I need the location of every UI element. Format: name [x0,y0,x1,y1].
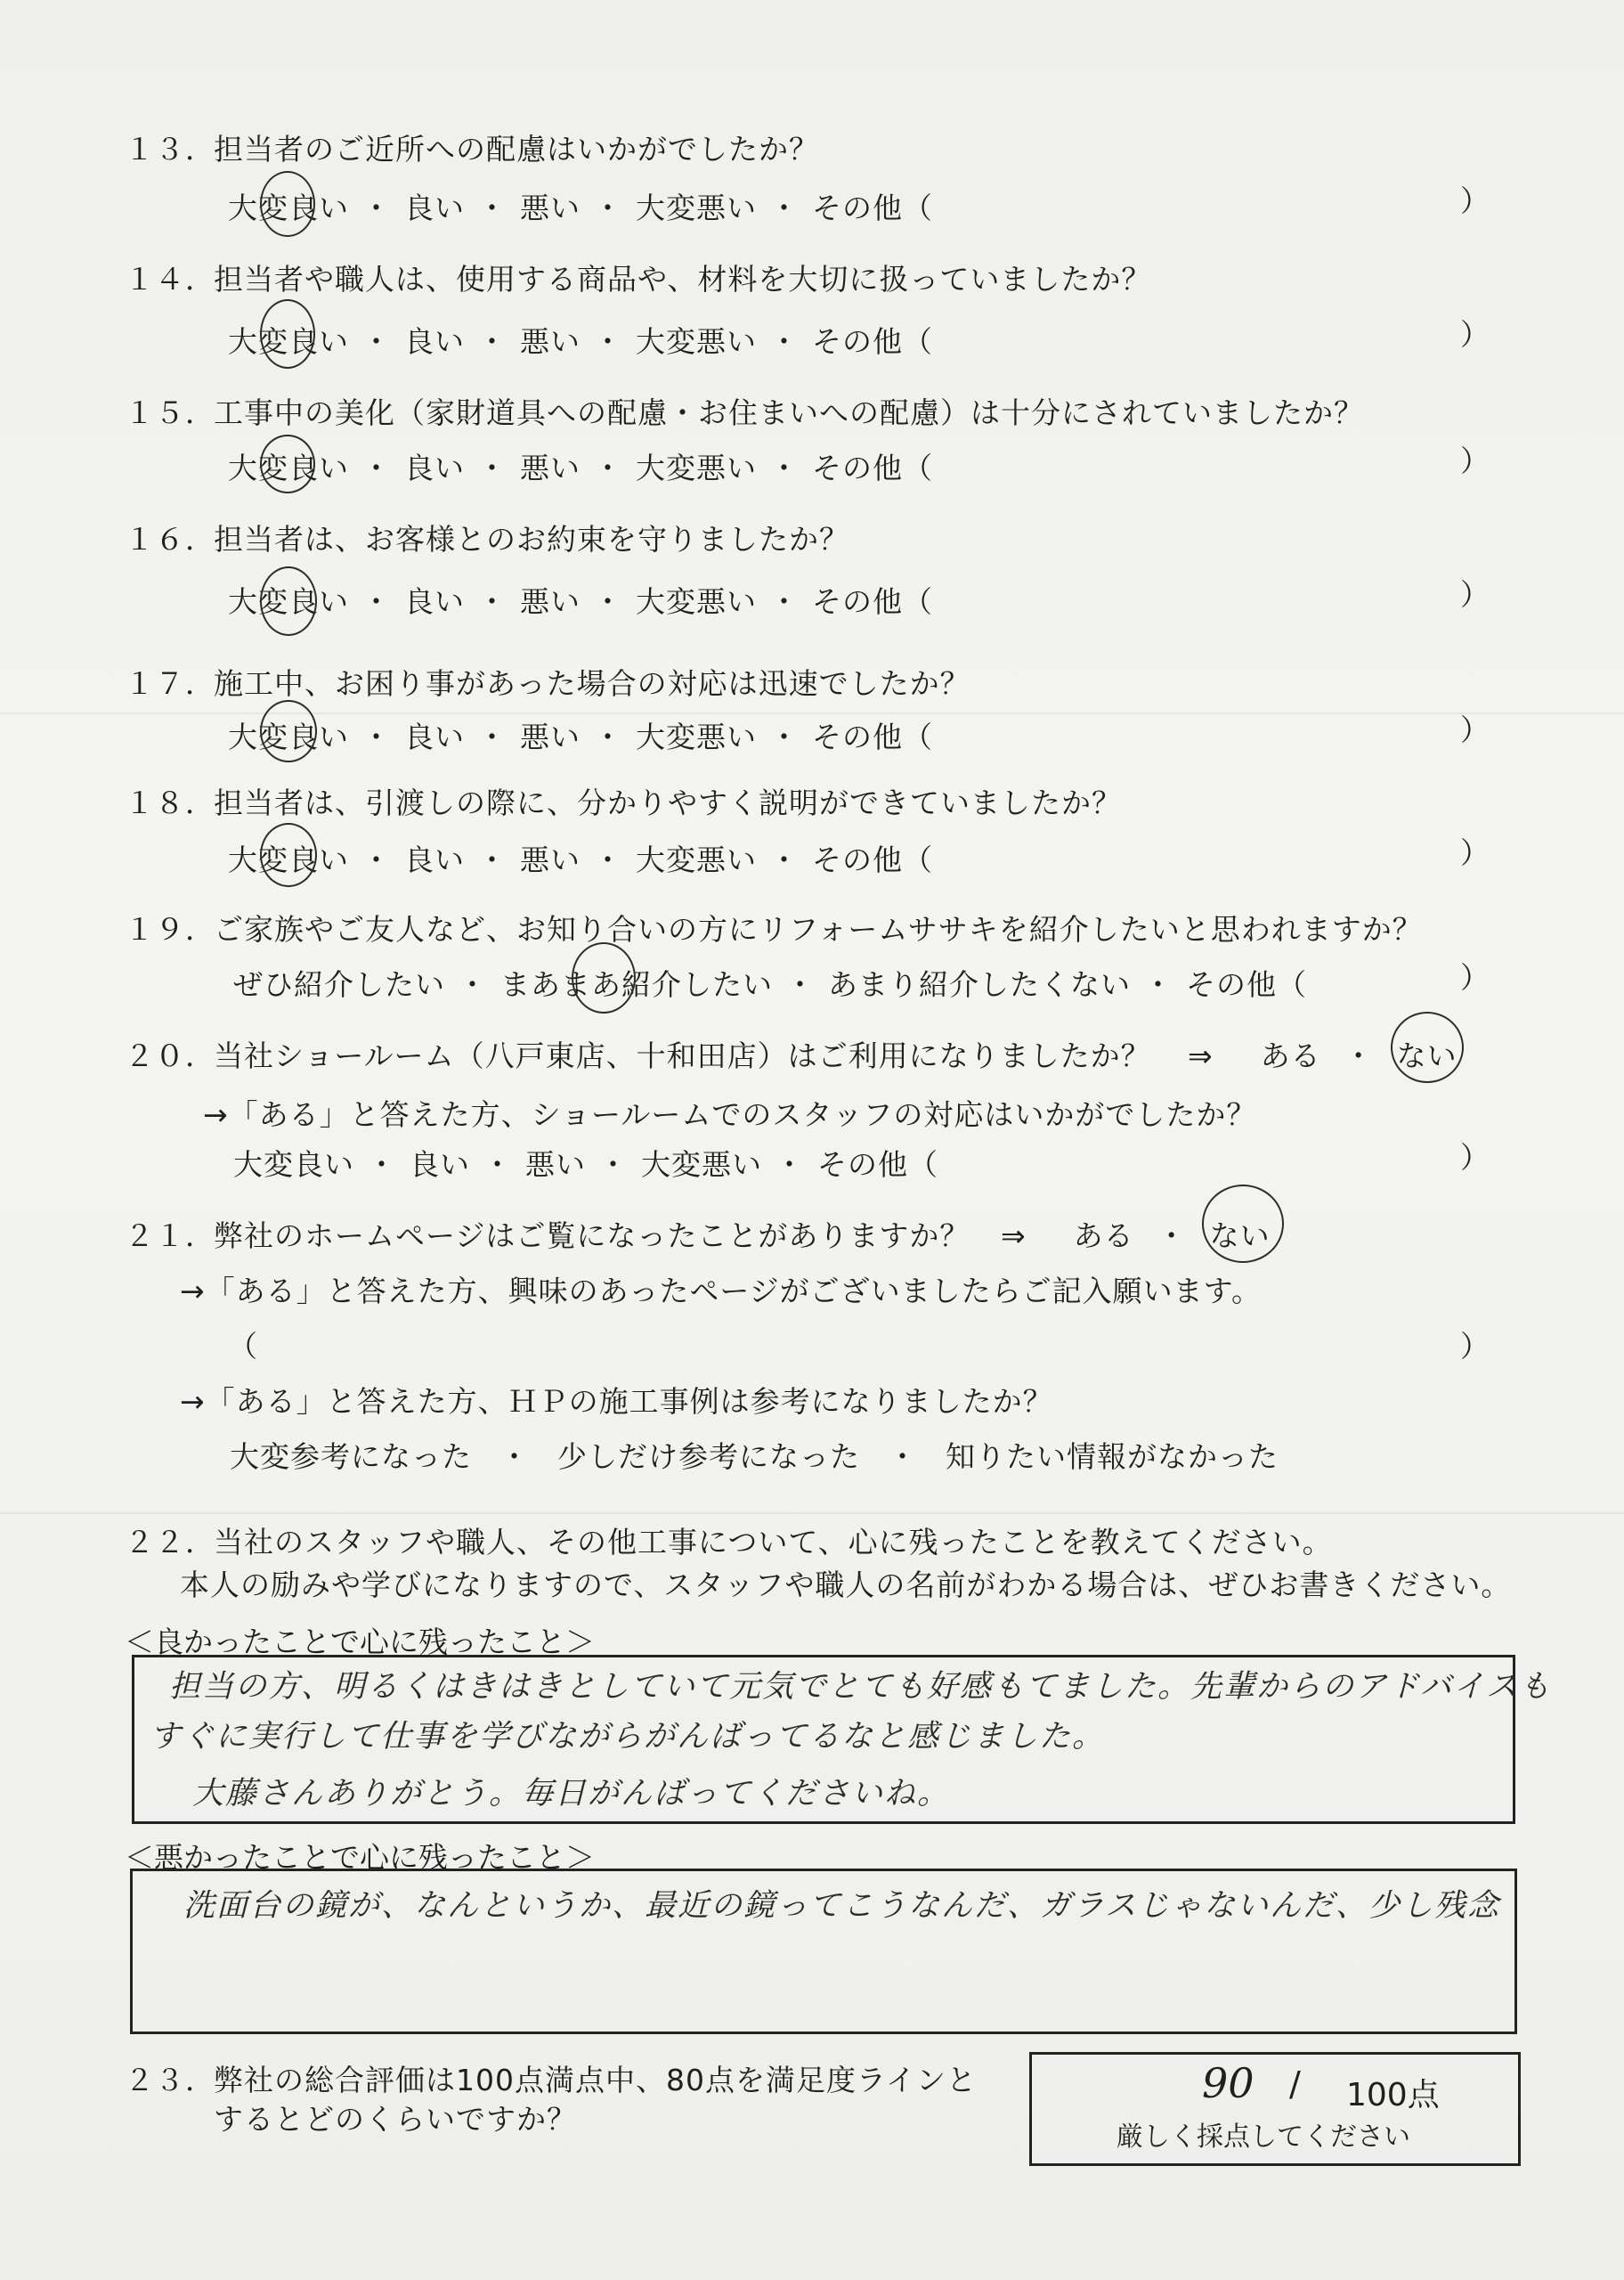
option-yes[interactable]: ある [1260,1038,1321,1073]
homepage-yes-no: ⇒ ある ・ ない [1001,1218,1271,1253]
close-paren: ） [1460,960,1490,995]
option-bad[interactable]: 悪い [525,1147,586,1182]
option-very-bad[interactable]: 大変悪い [636,451,757,485]
question-number: １４． [125,262,215,297]
question-number: １６． [125,522,215,557]
question-text: 担当者のご近所への配慮はいかがでしたか？ [214,132,819,167]
question-text: ご家族やご友人など、お知り合いの方にリフォームササキを紹介したいと思われますか？ [214,912,1423,947]
option-very-good[interactable]: 大変良い [228,451,349,485]
option-bad[interactable]: 悪い [520,843,581,877]
close-paren: ） [1460,183,1490,218]
question-16 [125,517,849,558]
question-20-sub: →「ある」と答えた方、ショールームでのスタッフの対応はいかがでしたか？ [203,1097,1257,1132]
question-text: 弊社のホームページはご覧になったことがありますか？ [214,1218,970,1253]
score-value: 90 [1202,2059,1255,2107]
options-row-15: 大変良い ・ 良い ・ 悪い ・ 大変悪い ・ その他（ [228,451,933,485]
option-yes[interactable]: ある [1073,1218,1134,1253]
question-text: 担当者は、お客様とのお約束を守りましたか？ [214,522,849,557]
option-very-good[interactable]: 大変良い [228,191,349,225]
question-number: １８． [125,786,215,820]
answer-circle [260,171,315,237]
option-slightly-helpful[interactable]: 少しだけ参考になった [557,1439,860,1474]
option-other[interactable]: その他（ [1186,967,1307,1002]
question-text: 工事中の美化（家財道具への配慮・お住まいへの配慮）は十分にされていましたか？ [214,395,1364,430]
option-very-good[interactable]: 大変良い [228,584,349,619]
option-good[interactable]: 良い [410,1147,470,1182]
question-number: ２１． [125,1218,215,1253]
question-21-sub1: →「ある」と答えた方、興味のあったページがございましたらご記入願います。 [180,1274,1263,1308]
good-comment-line: 担当の方、明るくはきはきとしていて元気でとても好感もてました。先輩からのアドバイスも [169,1669,1552,1705]
answer-circle [260,435,315,493]
question-number: １３． [125,132,215,167]
answer-circle [260,566,317,636]
option-good[interactable]: 良い [404,451,465,485]
question-23 [125,2057,977,2099]
question-17 [125,661,970,703]
options-row-19: ぜひ紹介したい ・ まあまあ紹介したい ・ あまり紹介したくない ・ その他（ [233,967,1307,1002]
showroom-yes-no: ⇒ ある ・ ない [1188,1038,1458,1073]
close-paren: ） [1460,317,1490,352]
close-paren: ） [1460,712,1490,747]
arrow-icon: ⇒ [1188,1038,1214,1073]
option-somewhat-recommend[interactable]: まあまあ紹介したい [500,967,773,1002]
answer-circle [572,942,636,1014]
good-comment-line: 大藤さんありがとう。毎日がんばってくださいね。 [192,1776,951,1812]
question-22-note: 本人の励みや学びになりますので、スタッフや職人の名前がわかる場合は、ぜひお書きください。 [180,1568,1512,1602]
option-other[interactable]: その他（ [812,720,933,754]
question-18 [125,780,1122,822]
open-paren: （ [228,1329,258,1364]
answer-circle [1391,1012,1464,1083]
option-very-bad[interactable]: 大変悪い [636,720,757,754]
option-very-bad[interactable]: 大変悪い [636,324,757,359]
option-bad[interactable]: 悪い [520,191,581,225]
options-row-14: 大変良い ・ 良い ・ 悪い ・ 大変悪い ・ その他（ [228,324,933,359]
option-other[interactable]: その他（ [812,843,933,877]
option-very-good[interactable]: 大変良い [228,324,349,359]
question-15 [125,390,1364,432]
option-good[interactable]: 良い [404,584,465,619]
option-no[interactable]: ない [1209,1218,1271,1253]
option-good[interactable]: 良い [404,324,465,359]
question-14 [125,256,1151,298]
question-20 [125,1033,1151,1075]
paper-fold [0,1512,1624,1514]
question-text: 弊社の総合評価は100点満点中、80点を満足度ラインと [214,2063,977,2097]
question-22 [125,1519,1333,1561]
good-comment-heading: ＜良かったことで心に残ったこと＞ [125,1624,595,1659]
option-very-bad[interactable]: 大変悪い [636,191,757,225]
question-text: 当社のスタッフや職人、その他工事について、心に残ったことを教えてください。 [214,1525,1333,1559]
options-row-21: 大変参考になった ・ 少しだけ参考になった ・ 知りたい情報がなかった [230,1439,1279,1474]
question-text: 当社ショールーム（八戸東店、十和田店）はご利用になりましたか？ [214,1038,1151,1073]
answer-circle [260,700,317,762]
answer-circle [260,823,317,887]
close-paren: ） [1460,577,1490,612]
option-no-info-wanted[interactable]: 知りたい情報がなかった [946,1439,1279,1474]
question-21 [125,1213,970,1255]
question-13 [125,126,819,168]
option-good[interactable]: 良い [404,720,465,754]
close-paren: ） [1460,835,1490,870]
option-very-good[interactable]: 大変良い [233,1147,354,1182]
score-max: 100点 [1346,2077,1440,2113]
answer-circle [1202,1185,1284,1263]
option-very-bad[interactable]: 大変悪い [641,1147,762,1182]
option-bad[interactable]: 悪い [520,324,581,359]
answer-circle [260,299,315,369]
options-row-18: 大変良い ・ 良い ・ 悪い ・ 大変悪い ・ その他（ [228,843,933,877]
option-other[interactable]: その他（ [812,191,933,225]
option-not-really-recommend[interactable]: あまり紹介したくない [828,967,1131,1002]
option-other[interactable]: その他（ [812,584,933,619]
options-row-13: 大変良い ・ 良い ・ 悪い ・ 大変悪い ・ その他（ [228,191,933,225]
option-other[interactable]: その他（ [812,451,933,485]
option-no[interactable]: ない [1396,1038,1458,1073]
option-very-good[interactable]: 大変良い [228,843,349,877]
question-number: １９． [125,912,215,947]
question-text: 担当者や職人は、使用する商品や、材料を大切に扱っていましたか？ [214,262,1152,297]
option-other[interactable]: その他（ [817,1147,938,1182]
option-very-good[interactable]: 大変良い [228,720,349,754]
question-number: １５． [125,395,215,430]
option-good[interactable]: 良い [404,191,465,225]
option-very-bad[interactable]: 大変悪い [636,843,757,877]
option-good[interactable]: 良い [404,843,465,877]
question-21-sub2: →「ある」と答えた方、ＨＰの施工事例は参考になりましたか？ [180,1384,1053,1419]
bad-comment-heading: ＜悪かったことで心に残ったこと＞ [125,1840,595,1875]
option-very-bad[interactable]: 大変悪い [636,584,757,619]
arrow-icon: ⇒ [1001,1218,1027,1253]
question-text: 担当者は、引渡しの際に、分かりやすく説明ができていましたか？ [214,786,1122,820]
score-note: 厳しく採点してください [1116,2121,1410,2153]
close-paren: ） [1460,444,1490,478]
option-very-helpful[interactable]: 大変参考になった [230,1439,472,1474]
close-paren: ） [1460,1140,1490,1175]
score-slash: / [1289,2064,1301,2104]
question-23-line2: するとどのくらいですか？ [214,2102,577,2137]
question-19 [125,907,1423,949]
options-row-17: 大変良い ・ 良い ・ 悪い ・ 大変悪い ・ その他（ [228,720,933,754]
option-bad[interactable]: 悪い [520,584,581,619]
option-bad[interactable]: 悪い [520,451,581,485]
options-row-16: 大変良い ・ 良い ・ 悪い ・ 大変悪い ・ その他（ [228,584,933,619]
option-other[interactable]: その他（ [812,324,933,359]
options-row-20: 大変良い ・ 良い ・ 悪い ・ 大変悪い ・ その他（ [233,1147,938,1182]
option-definitely-recommend[interactable]: ぜひ紹介したい [233,967,445,1002]
question-number: ２０． [125,1038,215,1073]
question-number: １７． [125,666,215,701]
bad-comment-line: 洗面台の鏡が、なんというか、最近の鏡ってこうなんだ、ガラスじゃないんだ、少し残念 [183,1888,1500,1924]
option-bad[interactable]: 悪い [520,720,581,754]
question-number: ２３． [125,2063,215,2097]
good-comment-line: すぐに実行して仕事を学びながらがんばってるなと感じました。 [150,1719,1106,1755]
close-paren: ） [1460,1329,1490,1364]
question-number: ２２． [125,1525,215,1559]
question-text: 施工中、お困り事があった場合の対応は迅速でしたか？ [214,666,970,701]
